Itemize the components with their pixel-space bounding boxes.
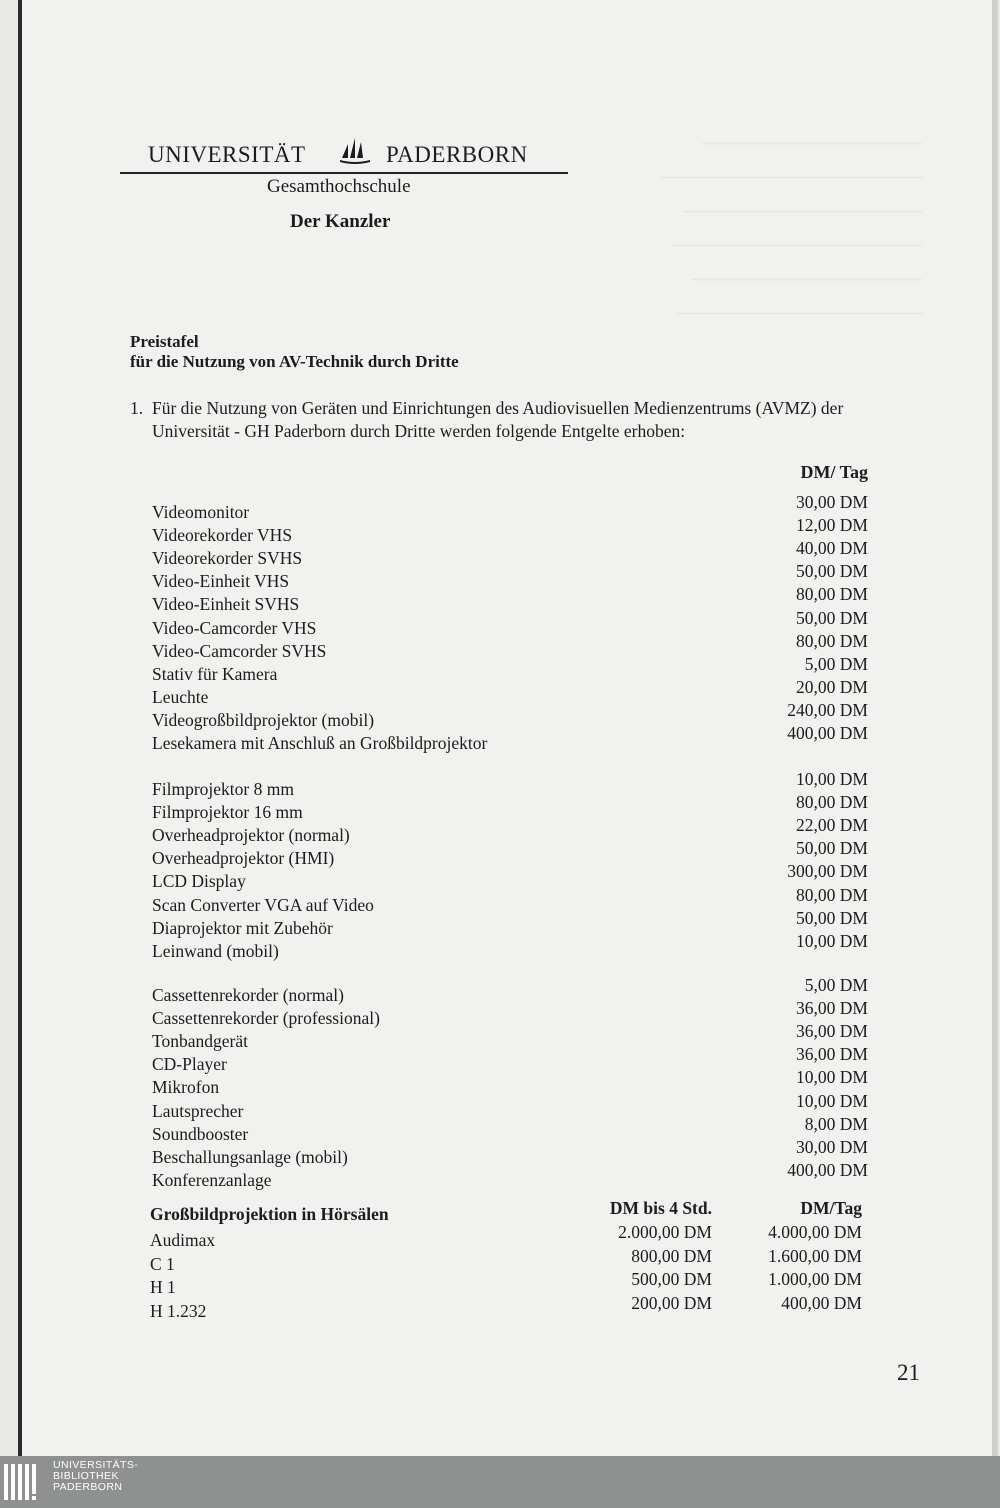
item-price: 50,00 DM xyxy=(796,838,868,859)
item-label: Konferenzanlage xyxy=(152,1169,272,1190)
price-row xyxy=(148,492,868,524)
price-row xyxy=(148,838,868,870)
item-label: Filmprojektor 16 mm xyxy=(152,802,303,823)
auditorium-room: H 1.232 xyxy=(150,1300,207,1321)
price-row xyxy=(148,699,868,732)
item-price: 300,00 DM xyxy=(787,861,868,882)
intro-number: 1. xyxy=(130,398,144,418)
item-price: 10,00 DM xyxy=(796,769,868,789)
item-price: 36,00 DM xyxy=(796,1044,868,1065)
library-name-line1: UNIVERSITÄTS- xyxy=(53,1459,139,1471)
price-row xyxy=(148,584,868,616)
item-price: 36,00 DM xyxy=(796,1021,868,1042)
item-label: Lautsprecher xyxy=(152,1100,244,1121)
item-price: 22,00 DM xyxy=(796,815,868,836)
auditorium-room: Audimax xyxy=(150,1230,216,1250)
price-row xyxy=(148,515,868,547)
item-price: 50,00 DM xyxy=(796,907,868,928)
auditorium-price-4h: 2.000,00 DM xyxy=(618,1222,712,1242)
document-title: Preistafel xyxy=(130,332,199,351)
item-price: 240,00 DM xyxy=(787,699,868,720)
item-price: 5,00 DM xyxy=(804,975,868,995)
auditorium-row xyxy=(150,1245,862,1276)
item-label: Video-Einheit VHS xyxy=(152,571,290,592)
item-price: 5,00 DM xyxy=(804,653,868,674)
university-logo-icon xyxy=(338,136,372,166)
price-row xyxy=(148,1067,868,1099)
price-row xyxy=(148,653,868,686)
document-subtitle: für die Nutzung von AV-Technik durch Dritte xyxy=(130,352,459,371)
auditorium-col-4h: DM bis 4 Std. xyxy=(609,1198,712,1218)
auditorium-price-day: 1.600,00 DM xyxy=(768,1245,862,1266)
price-row xyxy=(148,676,868,709)
auditorium-row xyxy=(150,1292,862,1323)
item-label: Tonbandgerät xyxy=(152,1031,248,1052)
item-label: Soundbooster xyxy=(152,1123,249,1144)
item-label: Video-Camcorder VHS xyxy=(152,617,317,638)
item-label: Mikrofon xyxy=(152,1077,220,1098)
item-price: 10,00 DM xyxy=(796,930,868,951)
header-divider xyxy=(120,172,568,174)
auditorium-heading: Großbildprojektion in Hörsälen xyxy=(150,1204,389,1224)
item-label: Video-Camcorder SVHS xyxy=(152,640,327,661)
item-price: 80,00 DM xyxy=(796,584,868,605)
item-label: Cassettenrekorder (professional) xyxy=(152,1008,380,1029)
item-label: Leuchte xyxy=(152,686,209,707)
price-row xyxy=(148,1136,868,1169)
library-name-line3: PADERBORN xyxy=(53,1481,123,1493)
university-name-right: PADERBORN xyxy=(386,142,528,167)
item-price: 400,00 DM xyxy=(787,723,868,743)
item-label: Stativ für Kamera xyxy=(152,663,278,684)
page-edge xyxy=(992,0,998,1456)
auditorium-price-day: 400,00 DM xyxy=(781,1292,862,1313)
auditorium-header xyxy=(150,1198,862,1228)
auditorium-price-day: 4.000,00 DM xyxy=(768,1222,862,1242)
item-price: 50,00 DM xyxy=(796,561,868,582)
item-label: LCD Display xyxy=(152,871,246,892)
library-logo-icon xyxy=(4,1462,46,1502)
item-label: Videorekorder VHS xyxy=(152,525,293,546)
item-label: Diaprojektor mit Zubehör xyxy=(152,917,333,938)
library-name xyxy=(53,1460,138,1493)
auditorium-price-4h: 800,00 DM xyxy=(631,1245,712,1266)
item-label: Overheadprojektor (HMI) xyxy=(152,848,335,869)
price-row xyxy=(148,884,868,917)
price-row xyxy=(148,792,868,824)
item-price: 400,00 DM xyxy=(787,1159,868,1180)
item-label: Lesekamera mit Anschluß an Großbildprojektor xyxy=(152,733,488,753)
price-row xyxy=(148,907,868,940)
header-subtitle: Gesamthochschule xyxy=(267,176,411,197)
item-price: 40,00 DM xyxy=(796,538,868,559)
price-row xyxy=(148,1021,868,1053)
item-price: 10,00 DM xyxy=(796,1067,868,1088)
item-price: 50,00 DM xyxy=(796,607,868,628)
item-price: 12,00 DM xyxy=(796,515,868,536)
library-name-line2: BIBLIOTHEK xyxy=(53,1470,119,1482)
item-label: Beschallungsanlage (mobil) xyxy=(152,1146,348,1167)
price-row xyxy=(148,975,868,1007)
price-row xyxy=(148,815,868,847)
price-row xyxy=(148,723,868,755)
university-header xyxy=(148,142,548,172)
price-row xyxy=(148,561,868,593)
intro-text: Für die Nutzung von Geräten und Einrichtungen des Audiovisuellen Medienzentrums (AVMZ) der Universität - GH Paderborn durch Dritte werden folgende Entgelte erhoben: xyxy=(152,398,844,441)
auditorium-price-day: 1.000,00 DM xyxy=(768,1269,862,1289)
price-column-header: DM/ Tag xyxy=(800,462,868,482)
price-row xyxy=(148,1113,868,1146)
auditorium-row xyxy=(150,1269,862,1299)
item-label: Leinwand (mobil) xyxy=(152,940,279,961)
auditorium-room: C 1 xyxy=(150,1253,175,1274)
price-row xyxy=(148,1044,868,1076)
item-label: Filmprojektor 8 mm xyxy=(152,779,294,799)
item-price: 80,00 DM xyxy=(796,630,868,651)
item-label: CD-Player xyxy=(152,1054,227,1075)
item-label: Videogroßbildprojektor (mobil) xyxy=(152,709,375,730)
item-price: 36,00 DM xyxy=(796,998,868,1019)
price-row xyxy=(148,861,868,893)
item-price: 8,00 DM xyxy=(804,1113,868,1134)
auditorium-price-4h: 200,00 DM xyxy=(631,1292,712,1313)
price-row xyxy=(148,998,868,1030)
item-label: Video-Einheit SVHS xyxy=(152,594,300,615)
item-label: Cassettenrekorder (normal) xyxy=(152,985,344,1005)
header-office: Der Kanzler xyxy=(290,211,391,232)
auditorium-price-4h: 500,00 DM xyxy=(631,1269,712,1289)
item-label: Videorekorder SVHS xyxy=(152,548,303,569)
item-label: Videomonitor xyxy=(152,502,250,522)
page-number: 21 xyxy=(897,1360,920,1385)
item-price: 80,00 DM xyxy=(796,792,868,813)
item-label: Overheadprojektor (normal) xyxy=(152,825,350,846)
university-name-left: UNIVERSITÄT xyxy=(148,142,306,167)
item-price: 10,00 DM xyxy=(796,1090,868,1111)
price-row xyxy=(148,930,868,963)
price-row xyxy=(148,538,868,570)
bleed-through-shadow xyxy=(622,120,922,380)
item-price: 30,00 DM xyxy=(796,492,868,512)
auditorium-row xyxy=(150,1222,862,1252)
price-row xyxy=(148,607,868,640)
auditorium-col-day: DM/Tag xyxy=(800,1198,862,1218)
price-row xyxy=(148,630,868,663)
item-price: 80,00 DM xyxy=(796,884,868,905)
price-row xyxy=(148,769,868,801)
item-price: 20,00 DM xyxy=(796,676,868,697)
price-row xyxy=(148,1159,868,1192)
price-row xyxy=(148,1090,868,1123)
item-price: 30,00 DM xyxy=(796,1136,868,1157)
auditorium-room: H 1 xyxy=(150,1277,176,1297)
item-label: Scan Converter VGA auf Video xyxy=(152,894,374,915)
library-footer xyxy=(0,1456,1000,1508)
